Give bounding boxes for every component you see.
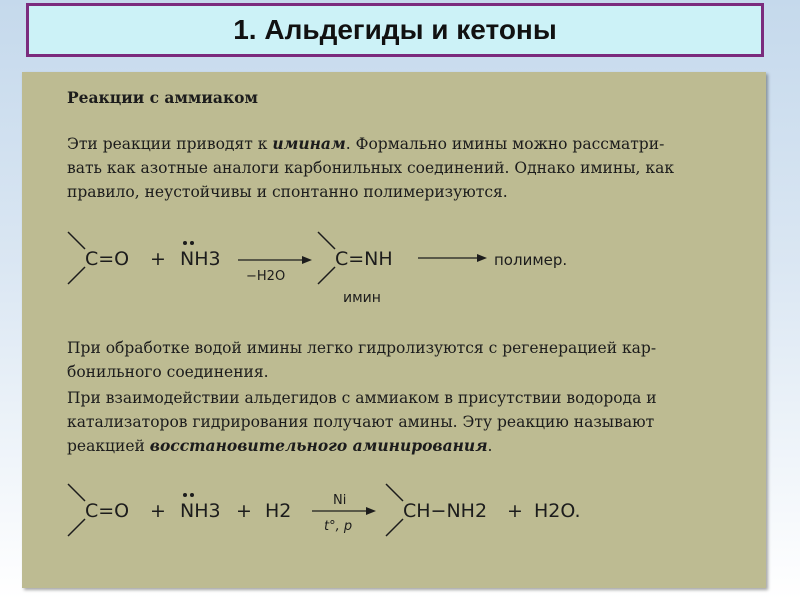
text-span: . [487,437,493,455]
lone-pair-dot [183,493,187,497]
lone-pair-dot [190,493,194,497]
text-span: . Формально имины можно рассматри- [345,135,665,153]
arrow-conditions: t°, p [324,519,353,534]
arrow-head [366,507,376,515]
term-reductive-amination: восстановительного аминирования [149,436,488,455]
reactant-ammonia: NH3 [180,248,221,270]
arrow-condition-below: −H2O [246,269,286,284]
lone-pair-dot [190,241,194,245]
product-imine: C=NH [335,248,393,270]
reactant-hydrogen: H2 [265,500,292,522]
bond-line [68,484,85,501]
arrow-head [477,254,487,262]
reactant-ammonia: NH3 [180,500,221,522]
plus-sign: + [236,500,252,522]
reaction-1 [68,232,567,306]
slide-title: 1. Альдегиды и кетоны [233,14,557,45]
bond-line [386,519,403,536]
textbook-excerpt-image [22,72,766,588]
product-amine: CH−NH2 [403,500,488,522]
bond-line [68,232,85,249]
paragraph-line: бонильного соединения. [67,363,269,381]
reactant-carbonyl: C=O [85,248,130,270]
reaction-2 [68,484,581,536]
product-water: H2O. [534,500,581,522]
bond-line [318,232,335,249]
paragraph-line: При взаимодействии альдегидов с аммиаком в присутствии водорода и [67,389,657,407]
arrow-head [302,256,312,264]
reaction-equations [22,72,766,588]
paragraph-line: правило, неустойчивы и спонтанно полимеризуются. [67,183,508,201]
text-span: реакцией [67,437,150,455]
plus-sign: + [507,500,523,522]
section-heading: Реакции с аммиаком [67,88,258,107]
paragraph-line: вать как азотные аналоги карбонильных соединений. Однако имины, как [67,159,675,177]
bond-line [386,484,403,501]
bond-line [68,519,85,536]
plus-sign: + [150,248,166,270]
final-product-polymer: полимер. [494,251,568,269]
lone-pair-dot [183,241,187,245]
slide-title-box [26,3,764,57]
product-label: имин [343,290,381,306]
paragraph-line: При обработке водой имины легко гидролизуются с регенерацией кар- [67,339,657,357]
paragraph-line: катализаторов гидрирования получают амины. Эту реакцию называют [67,413,655,431]
reactant-carbonyl: C=O [85,500,130,522]
bond-line [318,267,335,284]
term-imines: иминам [272,134,346,153]
text-span: Эти реакции приводят к [67,135,273,153]
arrow-catalyst: Ni [333,493,347,508]
bond-line [68,267,85,284]
plus-sign: + [150,500,166,522]
